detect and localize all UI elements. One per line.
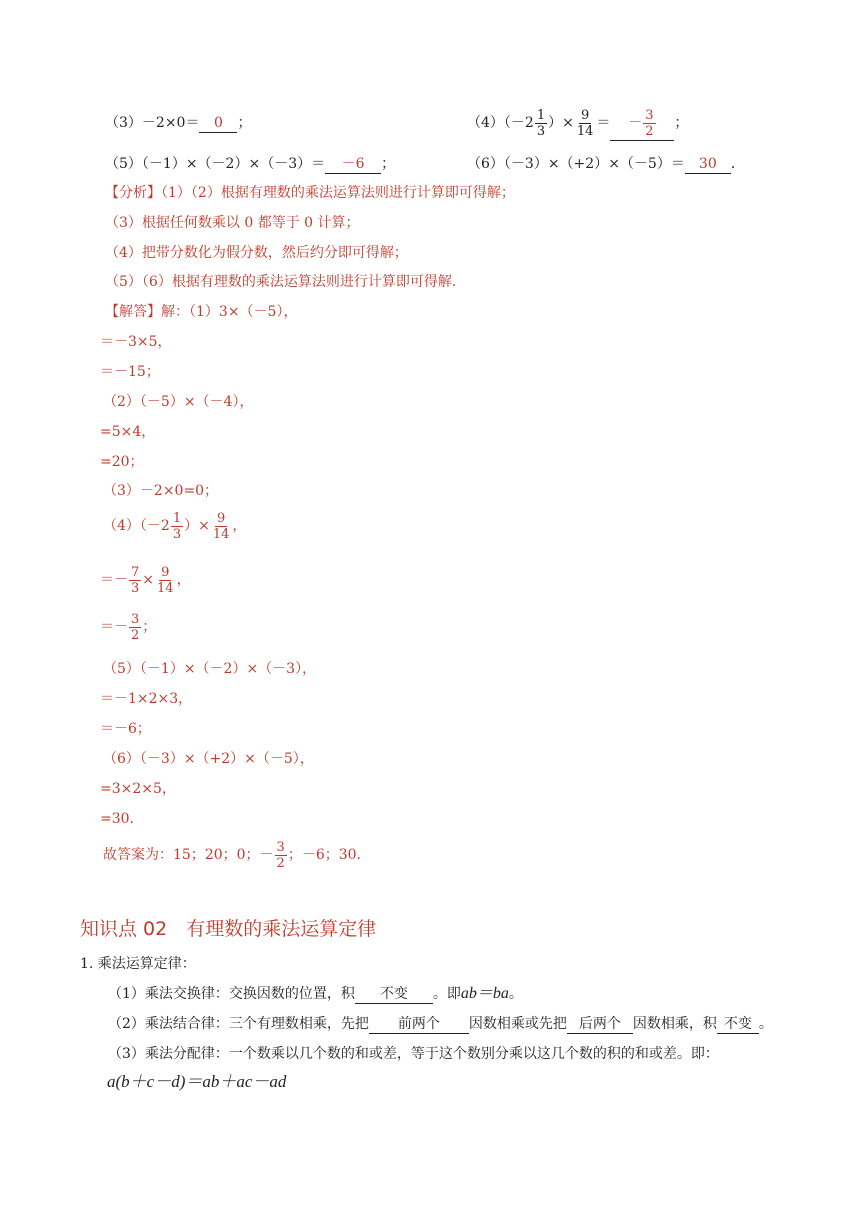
- analysis-tag: 【分析】: [105, 185, 161, 201]
- punctuation: 。: [758, 1016, 773, 1032]
- solution-tag: 【解答】: [105, 304, 161, 320]
- punctuation: ，: [176, 572, 191, 588]
- solution-step: =30．: [100, 811, 144, 827]
- fraction-denominator: 14: [212, 526, 230, 542]
- fraction: [155, 566, 176, 595]
- punctuation: ；: [237, 115, 252, 131]
- fraction: [211, 512, 232, 541]
- punctuation: ．: [730, 156, 745, 172]
- fraction-denominator: 2: [645, 123, 654, 139]
- law-text: （1）乘法交换律：交换因数的位置，积: [108, 986, 355, 1002]
- fraction-numerator: 1: [536, 107, 546, 123]
- fraction-denominator: 14: [576, 123, 594, 139]
- punctuation: ；: [674, 115, 689, 131]
- fill-blank: 后两个: [567, 1015, 633, 1034]
- formula: ab＝ba: [460, 985, 509, 1002]
- answer-blank: 30: [685, 155, 731, 174]
- punctuation: 。: [508, 986, 523, 1002]
- laws-heading: 1. 乘法运算定律：: [80, 956, 196, 972]
- fraction-denominator: 3: [536, 123, 546, 139]
- answer-blank: 0: [199, 114, 237, 133]
- solution-text: 解：（1）3×（－5），: [161, 304, 298, 320]
- solution-step: （3）－2×0=0；: [103, 483, 219, 499]
- solution-text: ＝－: [100, 572, 128, 588]
- solution-step: =5×4，: [100, 424, 156, 440]
- punctuation: ；: [381, 156, 396, 172]
- solution-step-result: [100, 610, 156, 644]
- fraction-numerator: 1: [172, 510, 182, 526]
- final-answer-text: 故答案为：15；20；0；－: [103, 847, 274, 863]
- fraction-numerator: 7: [131, 564, 140, 580]
- question-expression: －2×0＝: [141, 115, 200, 131]
- solution-step: =3×2×5，: [100, 781, 176, 797]
- punctuation: ；: [142, 619, 157, 635]
- fraction-numerator: 9: [161, 564, 170, 580]
- fraction-denominator: 14: [157, 580, 174, 596]
- solution-text: ＝－: [100, 619, 128, 635]
- final-answer-text: ；－6；30．: [287, 847, 371, 863]
- question-label: （6）: [467, 156, 504, 172]
- solution-step: （2）（－5）×（－4），: [103, 394, 254, 410]
- final-answer: [103, 838, 371, 872]
- operator: ×: [142, 572, 155, 588]
- question-label: （5）: [105, 156, 142, 172]
- operator: ）×: [184, 518, 210, 534]
- section-heading: 知识点 02 有理数的乘法运算定律: [80, 918, 377, 940]
- law-text: 。即: [432, 986, 461, 1002]
- fraction: [129, 613, 141, 642]
- punctuation: ，: [232, 518, 247, 534]
- operator: ＝: [596, 115, 611, 131]
- answer-fraction: [643, 109, 655, 138]
- fraction-denominator: 3: [172, 526, 182, 542]
- question-label: （3）: [105, 115, 142, 131]
- analysis-text: （1）（2）根据有理数的乘法运算法则进行计算即可得解；: [161, 185, 515, 201]
- solution-step-4: [103, 509, 246, 543]
- question-4: [467, 106, 688, 141]
- fraction-numerator: 9: [580, 107, 590, 123]
- fill-blank: 不变: [717, 1015, 759, 1034]
- fill-blank: 前两个: [369, 1015, 469, 1034]
- solution-step: ＝－3×5，: [100, 334, 172, 350]
- law-text: （2）乘法结合律：三个有理数相乘，先把: [108, 1016, 369, 1032]
- solution-step: ＝－15；: [100, 364, 160, 380]
- question-label: （4）: [467, 115, 504, 131]
- analysis-line-2: （3）根据任何数乘以 0 都等于 0 计算；: [105, 215, 360, 231]
- law-associative: [108, 1015, 773, 1034]
- question-expression: （－3）×（+2）×（－5）＝: [503, 156, 685, 172]
- mixed-fraction: [535, 109, 547, 138]
- solution-step-improper: [100, 563, 191, 597]
- law-text: 因数相乘或先把: [468, 1016, 567, 1032]
- law-distributive: （3）乘法分配律：一个数乘以几个数的和或差，等于这个数别分乘以这几个数的积的和或差。即：: [108, 1046, 719, 1062]
- question-expression: （－1）×（－2）×（－3）＝: [141, 156, 326, 172]
- fraction-numerator: 3: [645, 107, 654, 123]
- fraction-numerator: 3: [276, 839, 285, 855]
- solution-step: （5）（－1）×（－2）×（－3），: [103, 661, 317, 677]
- answer-blank: [610, 106, 674, 141]
- solution-step: （6）（－3）×（+2）×（－5），: [103, 751, 314, 767]
- fraction-denominator: 2: [276, 855, 285, 871]
- operator: ）×: [548, 115, 574, 131]
- answer-sign: －: [628, 115, 643, 131]
- question-expression: （－2: [503, 115, 534, 131]
- law-commutative: [108, 985, 523, 1004]
- fraction-numerator: 3: [131, 611, 140, 627]
- analysis-line-1: [105, 184, 515, 202]
- law-text: 因数相乘，积: [632, 1016, 717, 1032]
- solution-step: ＝－6；: [100, 721, 151, 737]
- fraction: [575, 109, 596, 138]
- question-5: [105, 155, 395, 174]
- solution-intro: [105, 303, 297, 321]
- fraction-numerator: 9: [216, 510, 226, 526]
- fill-blank: 不变: [355, 985, 433, 1004]
- question-3: [105, 114, 251, 133]
- solution-step: =20；: [100, 454, 144, 470]
- answer-blank: －6: [325, 155, 381, 174]
- fraction: [129, 566, 141, 595]
- question-6: [467, 155, 745, 174]
- fraction-denominator: 2: [131, 627, 140, 643]
- analysis-line-3: （4）把带分数化为假分数，然后约分即可得解；: [105, 245, 408, 261]
- mixed-fraction: [171, 512, 183, 541]
- solution-step: ＝－1×2×3，: [100, 691, 193, 707]
- fraction: [275, 841, 287, 870]
- analysis-line-4: （5）（6）根据有理数的乘法运算法则进行计算即可得解．: [105, 274, 466, 290]
- solution-text: （4）（－2: [103, 518, 170, 534]
- distributive-formula: a(b＋c－d)＝ab＋ac－ad: [107, 1072, 287, 1091]
- fraction-denominator: 3: [131, 580, 140, 596]
